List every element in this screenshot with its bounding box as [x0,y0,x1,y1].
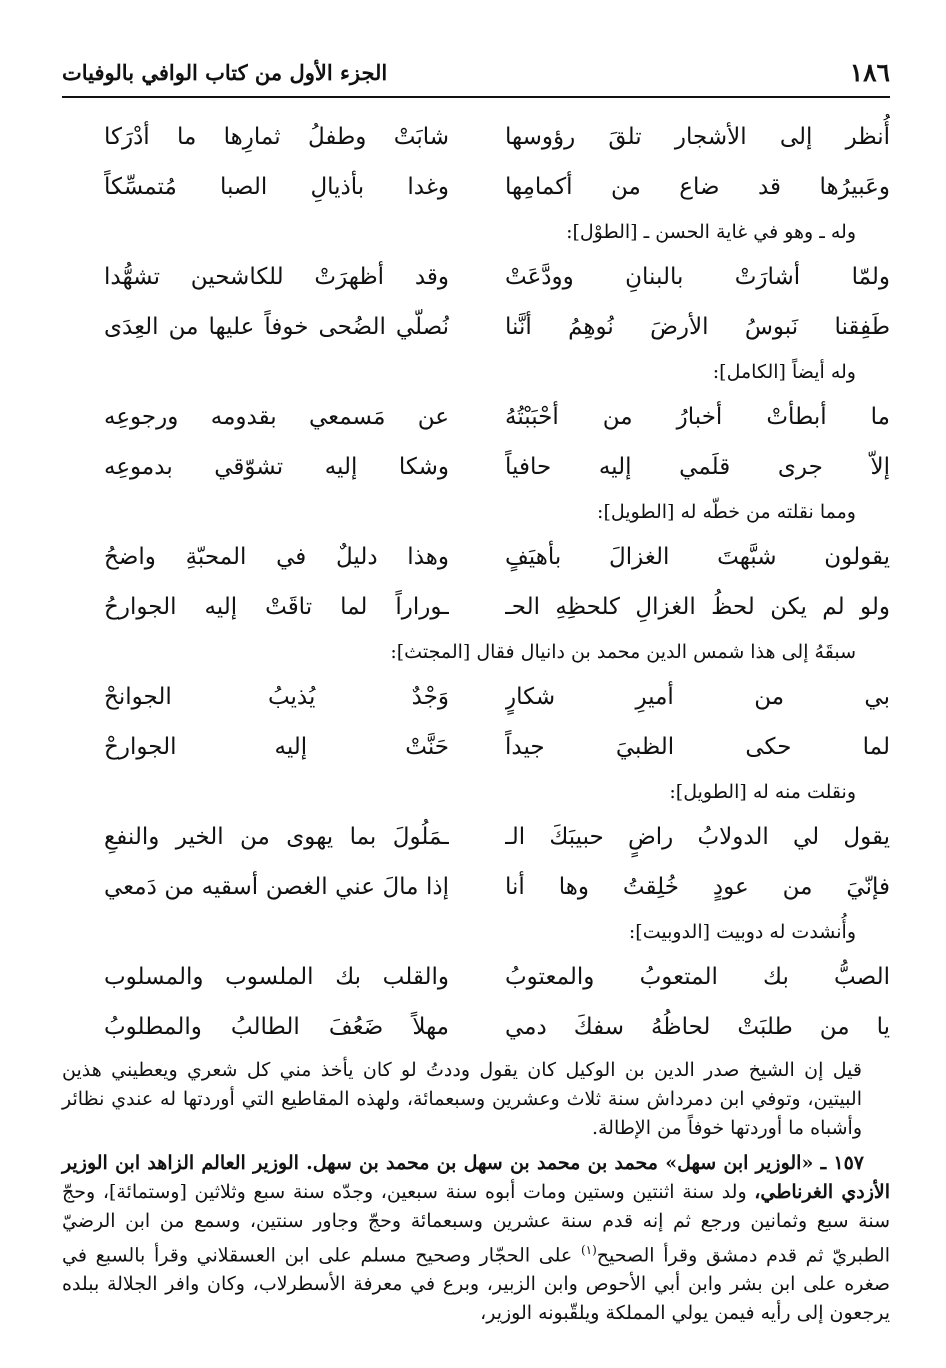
verse-introduction: ونقلت منه له [الطويل]: [669,781,856,803]
verse-second-hemistich: ـوراراً لما تاقَتْ إليه الجوارحُ [104,594,449,620]
verse-line [62,722,890,772]
verse-line [62,112,890,162]
verse-first-hemistich: إلاّ جرى قلَمي إليه حافياً [505,454,890,480]
verse-first-hemistich: ولو لم يكن لحظُ الغزالِ كلحظِهِ الحـ [505,594,890,620]
verse-first-hemistich: لما حكى الظبيَ جيداً [505,734,890,760]
verse-first-hemistich: ما أبطأتْ أخبارُ من أحْبَبْتُهُ [505,404,890,430]
verse-first-hemistich: ولمّا أشارَتْ بالبنانِ وودَّعَتْ [505,264,890,290]
running-title: الجزء الأول من كتاب الوافي بالوفيات [62,60,388,85]
verse-introduction: وله ـ وهو في غاية الحسن ـ [الطوْل]: [566,221,856,243]
entry-body-part-2: على الحجّار وصحيح مسلم على ابن العسقلاني وقرأ بالسبع في صغره على ابن بشر وابن أبي الأحوص وابن الزبير، وبرع في معرفة الأسطرلاب، وكان وافر الجلالة ببلده يرجعون إلى رأيه فيمن يولي المملكة ويلقّبونه الوزير، [62,1244,890,1325]
verse-line [62,532,890,582]
verse-second-hemistich: إذا مالَ عني الغصن أسقيه من دَمعي [104,874,449,900]
verse-second-hemistich: حَنَّتْ إليه الجوارحْ [104,734,449,760]
entry-body-part-1: ولد سنة اثنتين وستين ومات أبوه سنة سبعين، وجدّه سنة سبع وثلاثين [وستمائة]، وحجّ سنة سبع وثمانين ورجع ثم إنه قدم سنة عشرين وسبعمائة وحجّ وجاور سنتين، وسمع من ابن الرضيّ الطبريّ ثم قدم دمشق وقرأ الصحيح [62,1181,891,1267]
verse-introduction: وله أيضاً [الكامل]: [712,361,856,383]
verse-second-hemistich: وهذا دليلٌ في المحبّةِ واضحُ [104,544,449,570]
closing-paragraph: قيل إن الشيخ صدر الدين بن الوكيل كان يقول وددتُ لو كان يأخذ مني كل شعري ويعطيني هذين البيتين، وتوفي ابن دمرداش سنة ثلاث وعشرين وسبعمائة، ولهذه المقاطيع التي أوردتها له عندي نظائر وأشباه ما أوردتها خوفاً من الإطالة. [62,1059,862,1139]
verse-second-hemistich: شابَتْ وطفلُ ثمارِها ما أدْرَكا [104,124,449,150]
verse-line [62,862,890,912]
verse-first-hemistich: يقول لي الدولابُ راضٍ حبيبَكَ الـ [505,824,890,850]
verse-introduction: ومما نقلته من خطّه له [الطويل]: [597,501,856,523]
verse-second-hemistich: عن مَسمعي بقدومه ورجوعِه [104,404,449,430]
verse-second-hemistich: وقد أظهرَتْ للكاشحين تشهُّدا [104,264,449,290]
verse-second-hemistich: نُصلّي الضُحى خوفاً عليها من العِدَى [104,314,449,340]
verse-line [62,1002,890,1052]
verse-second-hemistich: ـمَلُولَ بما يهوى من الخير والنفعِ [104,824,449,850]
verse-line [62,952,890,1002]
page-header [62,56,890,98]
verse-line [62,162,890,212]
verse-first-hemistich: فإنّيَ من عودٍ خُلِقتُ وها أنا [505,874,890,900]
verse-first-hemistich: وعَبيرُها قد ضاع من أكمامِها [505,174,890,200]
verse-first-hemistich: يا من طلبَتْ لحاظُهُ سفكَ دمي [505,1014,890,1040]
verse-introduction: وأُنشدت له دوبيت [الدوبيت]: [628,921,856,943]
verse-first-hemistich: طَفِقنا نَبوسُ الأرضَ نُوهِمُ أنَّنا [505,314,890,340]
verse-second-hemistich: والقلب بك الملسوب والمسلوب [104,964,449,990]
verse-line [62,442,890,492]
verse-line [62,812,890,862]
verse-line [62,392,890,442]
verse-line [62,302,890,352]
verse-line [62,252,890,302]
verse-first-hemistich: الصبُّ بك المتعوبُ والمعتوبُ [505,964,890,990]
entry-heading: ١٥٧ ـ «الوزير ابن سهل» محمد بن محمد بن سهل بن محمد بن سهل. الوزير العالم الزاهد ابن الوزير الأزدي الغرناطي، [62,1152,891,1203]
footnote-marker: (١) [580,1243,597,1257]
verse-second-hemistich: وغدا بأذيالِ الصبا مُتمسِّكاً [104,174,449,200]
verse-second-hemistich: مهلاً ضَعُفَ الطالبُ والمطلوبُ [104,1014,449,1040]
verse-line [62,582,890,632]
verse-first-hemistich: يقولون شبَّهتَ الغزالَ بأهيَفٍ [505,544,890,570]
biography-entry [62,1149,890,1328]
verse-first-hemistich: بي من أميرِ شكارٍ [505,684,890,710]
poetry-section [62,112,890,1052]
verse-first-hemistich: أُنظر إلى الأشجار تلقَ رؤوسها [505,124,890,150]
verse-second-hemistich: وَجْدٌ يُذيبُ الجوانحْ [104,684,449,710]
verse-introduction: سبقَهُ إلى هذا شمس الدين محمد بن دانيال فقال [المجتث]: [390,641,856,663]
page-body [62,112,890,1328]
verse-line [62,672,890,722]
page-number: ١٨٦ [849,58,890,87]
verse-second-hemistich: وشكا إليه تشوّقي بدموعِه [104,454,449,480]
